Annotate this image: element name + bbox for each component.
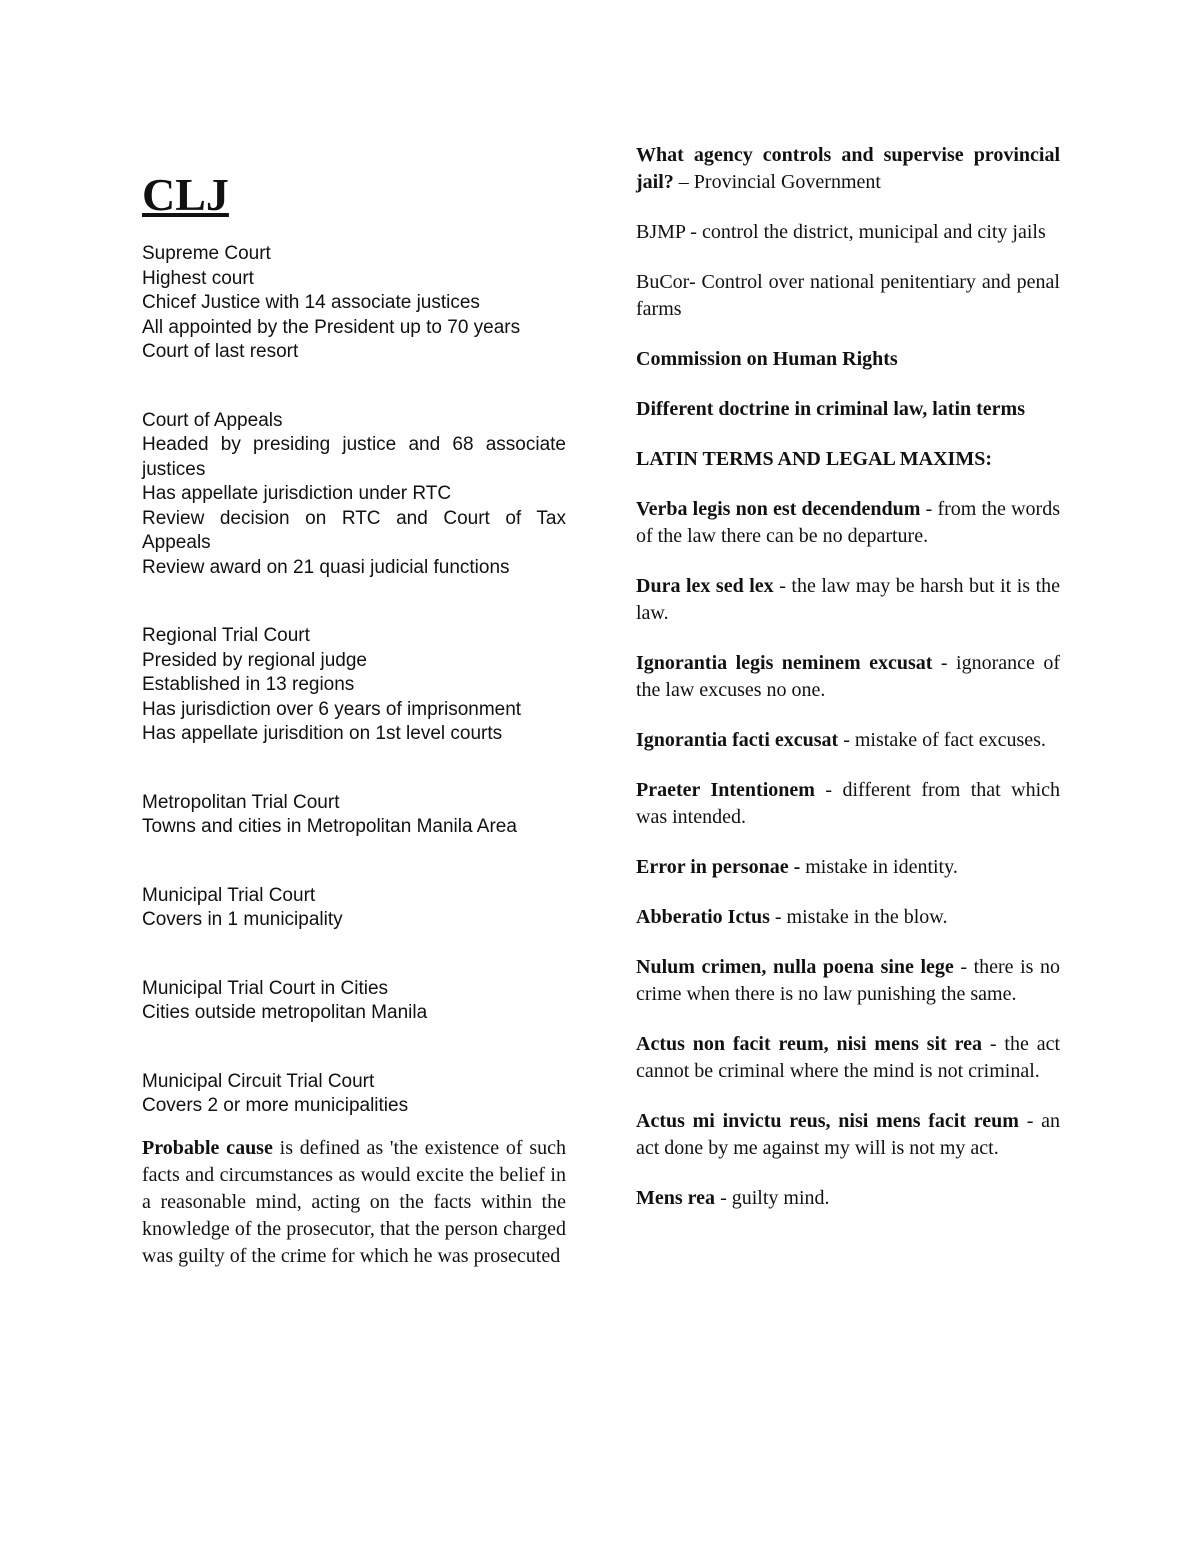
court-detail: Court of last resort: [142, 341, 299, 362]
maxim-entry: [636, 727, 1060, 754]
court-detail: Has appellate jurisdiction under RTC: [142, 483, 452, 504]
maxim-definition: mistake in identity.: [800, 856, 958, 878]
maxim-term: Actus mi invictu reus, nisi mens facit reum: [636, 1110, 1019, 1132]
bjmp-paragraph: [636, 219, 1060, 246]
left-column: [142, 166, 566, 1270]
court-detail: Review award on 21 quasi judicial functions: [142, 556, 510, 578]
maxim-definition: - guilty mind.: [715, 1187, 830, 1209]
maxim-entry: [636, 777, 1060, 831]
maxim-definition: - the act cannot be criminal where the mind is not criminal.: [636, 1033, 1061, 1082]
maxim-term: Actus non facit reum, nisi mens sit rea: [636, 1033, 982, 1055]
maxim-entry: [636, 573, 1060, 627]
maxim-definition: - there is no crime when there is no law punishing the same.: [636, 956, 1060, 1005]
court-detail: Cities outside metropolitan Manila: [142, 1002, 428, 1023]
paragraph-text: BuCor- Control over national penitentiary and penal farms: [636, 271, 1060, 320]
maxim-term: Error in personae -: [636, 856, 801, 878]
court-detail: Has jurisdiction over 6 years of imprisonment: [142, 698, 522, 720]
probable-cause-text: is defined as 'the existence of such facts and circumstances as would excite the belief in a reasonable mind, acting on the facts within the knowledge of the prosecutor, that the person charged was guilty of the crime for which he was prosecuted: [142, 1136, 567, 1267]
maxim-definition: - an act done by me against my will is not my act.: [636, 1110, 1060, 1159]
court-detail: Covers 2 or more municipalities: [142, 1095, 409, 1116]
maxim-term: Nulum crimen, nulla poena sine lege: [636, 956, 954, 978]
court-name: Supreme Court: [142, 243, 271, 264]
maxim-definition: - mistake in the blow.: [769, 906, 948, 928]
court-name: Regional Trial Court: [142, 625, 310, 646]
maxim-entry: [636, 1031, 1060, 1085]
probable-cause-term: Probable cause: [142, 1136, 273, 1159]
maxim-term: Verba legis non est decendendum: [636, 498, 921, 520]
maxim-entry: [636, 854, 1060, 881]
chr-heading: [636, 346, 1060, 373]
maxim-definition: - different from that which was intended.: [636, 779, 1061, 828]
maxim-entry: [636, 904, 1060, 931]
heading-bold: LATIN TERMS AND LEGAL MAXIMS:: [636, 448, 992, 470]
maxim-term: Abberatio Ictus: [636, 906, 770, 928]
maxim-entry: [636, 496, 1060, 550]
maxim-entry: [636, 650, 1060, 704]
court-name: Court of Appeals: [142, 409, 283, 431]
maxim-entry: [636, 1185, 1060, 1212]
maxim-entry: [636, 954, 1060, 1008]
latin-terms-heading: [636, 446, 1060, 473]
court-detail: Established in 13 regions: [142, 674, 355, 695]
court-name: Municipal Trial Court in Cities: [142, 977, 389, 999]
heading-bold: Commission on Human Rights: [636, 348, 898, 370]
court-detail: All appointed by the President up to 70 years: [142, 316, 521, 338]
right-column: [636, 142, 1060, 1235]
doctrine-heading: [636, 396, 1060, 423]
maxim-term: Dura lex sed lex: [636, 575, 774, 597]
court-detail: Chicef Justice with 14 associate justices: [142, 292, 480, 313]
maxim-definition: - the law may be harsh but it is the law.: [636, 575, 1061, 624]
court-block-metropolitan: [142, 791, 566, 840]
probable-cause-paragraph: [142, 1135, 566, 1270]
court-detail: Has appellate jurisdition on 1st level courts: [142, 723, 503, 744]
maxim-definition: - from the words of the law there can be no departure.: [636, 498, 1060, 547]
court-block-circuit: [142, 1070, 566, 1119]
court-name: Metropolitan Trial Court: [142, 791, 340, 813]
maxim-definition: - ignorance of the law excuses no one.: [636, 652, 1061, 701]
maxim-term: Mens rea: [636, 1187, 716, 1209]
heading-bold: Different doctrine in criminal law, latin terms: [636, 398, 1026, 420]
answer-text: – Provincial Government: [673, 171, 881, 193]
court-block-supreme: [142, 242, 566, 365]
maxim-definition: - mistake of fact excuses.: [838, 729, 1046, 751]
paragraph-text: BJMP - control the district, municipal and city jails: [636, 221, 1046, 243]
maxim-term: Ignorantia legis neminem excusat: [636, 652, 933, 674]
document-title: CLJ: [142, 169, 229, 220]
court-name: Municipal Circuit Trial Court: [142, 1070, 375, 1092]
court-detail: Highest court: [142, 267, 254, 289]
court-detail: Towns and cities in Metropolitan Manila Area: [142, 816, 517, 837]
court-block-regional: [142, 624, 566, 747]
jail-question: [636, 142, 1060, 196]
court-block-municipal: [142, 884, 566, 933]
court-detail: Covers in 1 municipality: [142, 909, 343, 930]
court-block-appeals: [142, 409, 566, 581]
maxim-term: Praeter Intentionem: [636, 779, 815, 801]
court-block-municipal-cities: [142, 977, 566, 1026]
bucor-paragraph: [636, 269, 1060, 323]
court-detail: Headed by presiding justice and 68 associate justices: [142, 434, 566, 480]
maxim-entry: [636, 1108, 1060, 1162]
court-name: Municipal Trial Court: [142, 884, 316, 906]
court-detail: Review decision on RTC and Court of Tax Appeals: [142, 507, 566, 553]
court-detail: Presided by regional judge: [142, 649, 367, 671]
maxim-term: Ignorantia facti excusat: [636, 729, 839, 751]
question-bold: What agency controls and supervise provincial jail?: [636, 144, 1060, 193]
